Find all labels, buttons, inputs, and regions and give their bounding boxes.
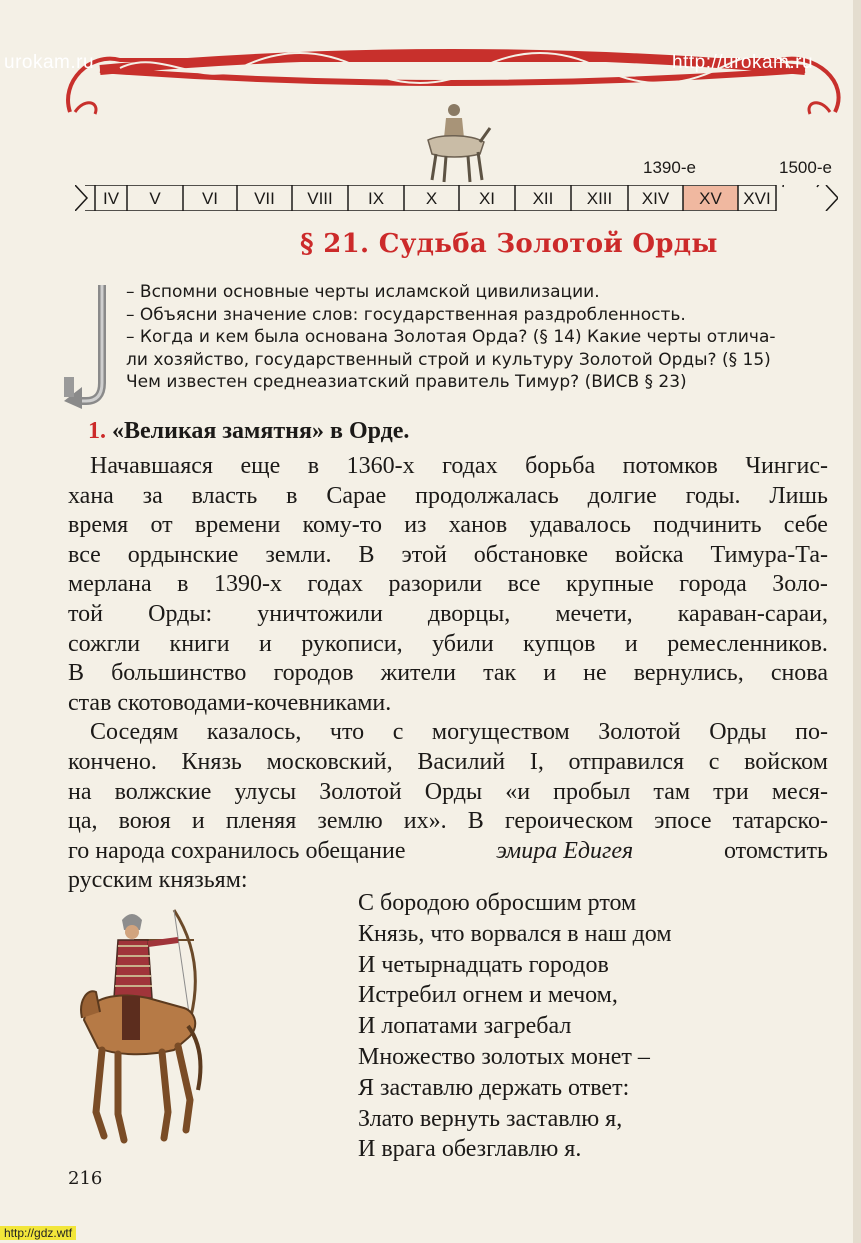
text-line — [68, 482, 828, 512]
poem-line: Князь, что ворвался в наш дом — [358, 920, 672, 947]
word: в — [177, 571, 189, 598]
word: этой — [401, 541, 447, 568]
poem-line: И четырнадцать городов — [358, 951, 609, 978]
word: ремесленников. — [667, 630, 828, 657]
word: книги — [169, 630, 230, 657]
word: все — [507, 571, 541, 598]
word: В — [358, 541, 375, 568]
timeline-century-label: XIV — [641, 189, 670, 208]
word: и — [259, 630, 272, 657]
text-line: став скотоводами-кочевниками. — [68, 689, 392, 716]
timeline-century-label: XI — [478, 189, 496, 208]
word: могуществом — [431, 719, 570, 746]
word: большинство — [111, 660, 247, 687]
word: и — [543, 660, 557, 687]
timeline-century-label: XIII — [586, 189, 613, 208]
timeline-century-label: XII — [532, 189, 554, 208]
word: 1390-х — [214, 571, 283, 598]
timeline-century-label: IX — [367, 189, 385, 208]
body-text — [68, 452, 828, 896]
recall-line: – Объясни значение слов: государственная раздробленность. — [126, 304, 686, 325]
word: там — [653, 778, 691, 805]
poem-line: И врага обезглавлю я. — [358, 1136, 582, 1163]
word: Золо- — [772, 571, 828, 598]
word: Лишь — [769, 482, 828, 509]
word: три — [713, 778, 749, 805]
word: по- — [795, 719, 828, 746]
word: сожгли — [68, 630, 141, 657]
timeline-century-label: VIII — [307, 189, 333, 208]
word: годы. — [685, 482, 741, 509]
emir-edigei-term: эмира Едигея — [496, 837, 634, 864]
word: Золотой — [598, 719, 681, 746]
text-line — [68, 778, 828, 808]
text-fragment: отомстить — [723, 837, 828, 864]
word: хана — [68, 482, 114, 509]
word: времени — [194, 512, 281, 539]
text-line — [68, 570, 828, 600]
word: Тимура-Та- — [710, 541, 828, 568]
word: эпосе — [654, 808, 712, 835]
timeline-label-start: 1390-е — [643, 158, 696, 177]
word: татарско- — [732, 808, 828, 835]
word: кончено. — [68, 748, 157, 775]
word: Князь — [181, 748, 242, 775]
url-right: http://urokam.ru — [672, 52, 814, 73]
timeline-century-label: IV — [102, 189, 120, 208]
text-line — [68, 452, 828, 482]
timeline-century-label: XVI — [743, 189, 771, 208]
timeline-label-end: 1500-е — [779, 158, 832, 177]
timeline-century-label: VII — [254, 189, 275, 208]
page-number: 216 — [68, 1168, 103, 1189]
word: казалось, — [206, 719, 302, 746]
word: дворцы, — [427, 600, 511, 627]
word: их». — [403, 808, 447, 835]
word: в — [307, 453, 320, 479]
word: ца, — [68, 808, 98, 835]
word: себе — [783, 512, 828, 539]
word: из — [404, 512, 427, 539]
word: ханов — [448, 512, 508, 539]
word: снова — [770, 660, 828, 687]
section-title: § 21. Судьба Золотой Орды — [300, 229, 718, 259]
word: В — [68, 660, 85, 687]
word: уничтожили — [257, 600, 383, 627]
word: пробыл — [553, 778, 631, 805]
timeline-century-label: X — [425, 189, 438, 208]
word: волжские — [114, 778, 212, 805]
word: I, — [529, 748, 544, 775]
text-line — [68, 837, 828, 867]
word: удавалось — [529, 512, 631, 539]
word: продолжалась — [415, 482, 559, 509]
mounted-archer-illustration — [78, 900, 208, 1160]
word: Соседям — [90, 719, 179, 746]
word: не — [583, 660, 607, 687]
poem-line: Множество золотых монет – — [358, 1043, 650, 1070]
poem-line: И лопатами загребал — [358, 1013, 572, 1040]
word: 1360-х — [346, 453, 415, 479]
rider-illustration — [420, 100, 492, 184]
recall-line: Чем известен среднеазиатский правитель Тимур? (ВИСВ § 23) — [126, 372, 687, 392]
text-line — [68, 600, 828, 630]
word: ордынские — [127, 541, 239, 568]
word: Начавшаяся — [90, 453, 213, 479]
word: той — [68, 600, 104, 627]
subsection-title: «Великая замятня» в Орде. — [112, 418, 410, 444]
word: обстановке — [473, 541, 588, 568]
word: караван-сараи, — [677, 600, 828, 627]
word: с — [392, 719, 404, 746]
word: кому-то — [302, 512, 382, 539]
word: рукописи, — [301, 630, 403, 657]
word: вернулись, — [633, 660, 744, 687]
word: годах — [442, 453, 498, 479]
word: мерлана — [68, 571, 152, 598]
word: В — [467, 808, 484, 835]
subsection-heading — [88, 418, 409, 445]
word: годах — [307, 571, 363, 598]
page-edge — [853, 0, 861, 1243]
word: подчинить — [653, 512, 762, 539]
word: мечети, — [555, 600, 633, 627]
text-line — [68, 807, 828, 837]
word: так — [483, 660, 517, 687]
timeline-century-label: V — [149, 189, 161, 208]
text-line — [68, 630, 828, 660]
word: воюя — [118, 808, 171, 835]
word: убили — [432, 630, 494, 657]
word: что — [329, 719, 365, 746]
text-line: русским князьям: — [68, 867, 248, 894]
word: и — [624, 630, 638, 657]
word: героическом — [504, 808, 634, 835]
poem-line: Злато вернуть заставлю я, — [358, 1105, 623, 1132]
word: московский, — [266, 748, 393, 775]
word: купцов — [523, 630, 596, 657]
word: Орды — [424, 778, 483, 805]
word: Василий — [417, 748, 506, 775]
word: с — [708, 748, 720, 775]
text-line — [68, 748, 828, 778]
word: войска — [614, 541, 684, 568]
century-timeline — [75, 185, 838, 211]
word: земли. — [265, 541, 332, 568]
timeline-century-label: XV — [699, 189, 722, 208]
word: борьба — [525, 453, 596, 479]
text-line — [68, 659, 828, 689]
word: потомков — [622, 453, 718, 479]
recall-line: ли хозяйство, государственный строй и культуру Золотой Орды? (§ 15) — [126, 349, 771, 370]
word: еще — [240, 453, 281, 479]
word: власть — [191, 482, 258, 509]
word: все — [68, 541, 101, 568]
word: за — [142, 482, 163, 509]
word: Орды — [709, 719, 767, 746]
word: Орды: — [148, 600, 213, 627]
recall-questions — [126, 281, 826, 394]
word: на — [68, 778, 92, 805]
word: городов — [273, 660, 354, 687]
recall-line: – Вспомни основные черты исламской цивилизации. — [126, 282, 600, 302]
word: и — [191, 808, 205, 835]
text-line — [68, 511, 828, 541]
word: Золотой — [319, 778, 402, 805]
poem-line: С бородою обросшим ртом — [358, 890, 637, 916]
word: Сарае — [326, 482, 387, 509]
recall-line: – Когда и кем была основана Золотая Орда? (§ 14) Какие черты отлича- — [126, 327, 776, 347]
word: пленяя — [225, 808, 297, 835]
word: Чингис- — [745, 453, 828, 479]
word: время — [68, 512, 129, 539]
word: отправился — [568, 748, 685, 775]
recall-hook-icon — [62, 283, 108, 409]
text-line — [68, 541, 828, 571]
url-left: urokam.ru — [4, 52, 95, 73]
epic-poem — [358, 888, 808, 1165]
poem-line: Я заставлю держать ответ: — [358, 1074, 630, 1101]
timeline-century-label: VI — [201, 189, 219, 208]
word: землю — [317, 808, 383, 835]
word: разорили — [388, 571, 483, 598]
poem-line: Истребил огнем и мечом, — [358, 982, 618, 1009]
subsection-number: 1. — [88, 418, 106, 444]
word: улусы — [234, 778, 297, 805]
word: в — [286, 482, 298, 509]
word: меся- — [771, 778, 828, 805]
word: от — [150, 512, 173, 539]
text-fragment: го народа сохранилось обещание — [68, 837, 406, 864]
word: жители — [380, 660, 456, 687]
word: города — [679, 571, 747, 598]
watermark: http://gdz.wtf — [0, 1226, 76, 1240]
word: войском — [744, 748, 828, 775]
word: «и — [505, 778, 531, 805]
text-line — [68, 718, 828, 748]
word: крупные — [565, 571, 654, 598]
word: долгие — [587, 482, 657, 509]
